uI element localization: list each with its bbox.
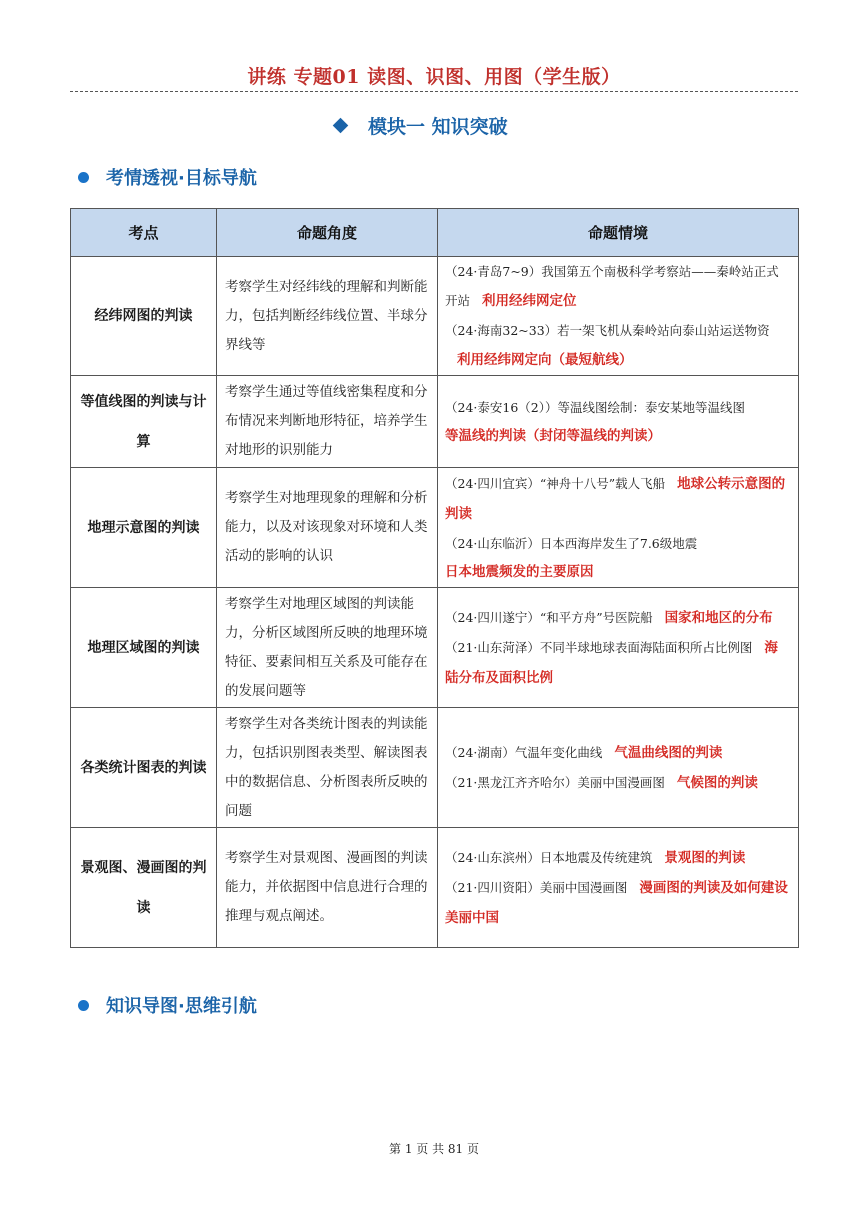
angle-cell: 考察学生对经纬线的理解和判断能力，包括判断经纬线位置、半球分界线等 bbox=[217, 257, 438, 376]
case-text: （21·四川资阳）美丽中国漫画图 bbox=[445, 879, 628, 895]
case-item bbox=[445, 768, 791, 798]
case-item bbox=[445, 843, 791, 873]
case-item bbox=[445, 257, 791, 316]
header-divider bbox=[70, 91, 798, 92]
case-text: （24·海南32~33）若一架飞机从秦岭站向泰山站运送物资 bbox=[445, 323, 770, 338]
case-text: （24·四川遂宁）“和平方舟”号医院船 bbox=[445, 609, 653, 625]
case-highlight: 景观图的判读 bbox=[664, 849, 746, 866]
case-item bbox=[445, 529, 791, 587]
module-heading bbox=[335, 112, 508, 139]
context-cell bbox=[438, 708, 799, 828]
case-text: （24·山东临沂）日本西海岸发生了7.6级地震 bbox=[445, 535, 698, 551]
circle-bullet-icon bbox=[78, 1000, 89, 1011]
topic-cell: 经纬网图的判读 bbox=[71, 257, 217, 376]
table-row bbox=[71, 828, 799, 948]
case-item bbox=[445, 603, 791, 633]
case-highlight: 等温线的判读（封闭等温线的判读） bbox=[445, 427, 661, 444]
column-header-angle: 命题角度 bbox=[217, 209, 438, 257]
case-item bbox=[445, 393, 791, 451]
table-row bbox=[71, 376, 799, 468]
case-highlight: 海陆分布及面积比例 bbox=[445, 639, 778, 686]
section-title: 考情透视·目标导航 bbox=[106, 168, 257, 189]
case-highlight: 漫画图的判读及如何建设美丽中国 bbox=[445, 879, 788, 926]
module-title-text: 模块一 知识突破 bbox=[368, 116, 508, 138]
diamond-bullet-icon bbox=[333, 118, 349, 134]
page-number: 第 1 页 共 81 页 bbox=[389, 1142, 479, 1156]
case-item bbox=[445, 316, 791, 375]
case-text: （24·四川宜宾）“神舟十八号”载人飞船 bbox=[445, 475, 666, 491]
topic-cell: 各类统计图表的判读 bbox=[71, 708, 217, 828]
angle-cell: 考察学生对地理现象的理解和分析能力，以及对该现象对环境和人类活动的影响的认识 bbox=[217, 468, 438, 588]
case-highlight: 气温曲线图的判读 bbox=[614, 744, 723, 761]
case-highlight: 气候图的判读 bbox=[676, 774, 758, 791]
case-text: （21·黑龙江齐齐哈尔）美丽中国漫画图 bbox=[445, 774, 665, 790]
topic-cell: 景观图、漫画图的判读 bbox=[71, 828, 217, 948]
case-highlight: 利用经纬网定位 bbox=[482, 293, 577, 309]
case-text: （21·山东菏泽）不同半球地球表面海陆面积所占比例图 bbox=[445, 639, 753, 655]
case-item bbox=[445, 633, 791, 693]
table-row bbox=[71, 257, 799, 376]
exam-analysis-table bbox=[70, 208, 799, 948]
context-cell bbox=[438, 828, 799, 948]
context-cell bbox=[438, 588, 799, 708]
column-header-topic: 考点 bbox=[71, 209, 217, 257]
context-cell bbox=[438, 376, 799, 468]
case-text: （24·青岛7~9）我国第五个南极科学考察站——秦岭站正式开站 bbox=[445, 264, 779, 308]
table-row bbox=[71, 588, 799, 708]
column-header-context: 命题情境 bbox=[438, 209, 799, 257]
table-header-row bbox=[71, 209, 799, 257]
angle-cell: 考察学生对景观图、漫画图的判读能力，并依据图中信息进行合理的推理与观点阐述。 bbox=[217, 828, 438, 948]
angle-cell: 考察学生对地理区域图的判读能力，分析区域图所反映的地理环境特征、要素间相互关系及可能存在的发展问题等 bbox=[217, 588, 438, 708]
case-text: （24·湖南）气温年变化曲线 bbox=[445, 744, 603, 760]
table-row bbox=[71, 468, 799, 588]
angle-cell: 考察学生通过等值线密集程度和分布情况来判断地形特征，培养学生对地形的识别能力 bbox=[217, 376, 438, 468]
section-heading-exam-nav bbox=[78, 164, 257, 190]
case-item bbox=[445, 738, 791, 768]
topic-cell: 等值线图的判读与计算 bbox=[71, 376, 217, 468]
case-highlight: 利用经纬网定向（最短航线） bbox=[457, 352, 633, 368]
circle-bullet-icon bbox=[78, 172, 89, 183]
topic-cell: 地理区域图的判读 bbox=[71, 588, 217, 708]
angle-cell: 考察学生对各类统计图表的判读能力，包括识别图表类型、解读图表中的数据信息、分析图表所反映的问题 bbox=[217, 708, 438, 828]
section-heading-mind-map bbox=[78, 992, 257, 1018]
context-cell bbox=[438, 257, 799, 376]
document-title: 讲练 专题01 读图、识图、用图（学生版） bbox=[247, 66, 621, 88]
case-item bbox=[445, 873, 791, 933]
section-title: 知识导图·思维引航 bbox=[106, 996, 257, 1017]
topic-cell: 地理示意图的判读 bbox=[71, 468, 217, 588]
table-row bbox=[71, 708, 799, 828]
case-text: （24·山东滨州）日本地震及传统建筑 bbox=[445, 849, 653, 865]
case-highlight: 日本地震频发的主要原因 bbox=[445, 563, 594, 580]
context-cell bbox=[438, 468, 799, 588]
case-item bbox=[445, 469, 791, 529]
case-text: （24·泰安16（2））等温线图绘制：泰安某地等温线图 bbox=[445, 399, 745, 415]
case-highlight: 地球公转示意图的判读 bbox=[445, 475, 786, 522]
case-highlight: 国家和地区的分布 bbox=[664, 609, 773, 626]
